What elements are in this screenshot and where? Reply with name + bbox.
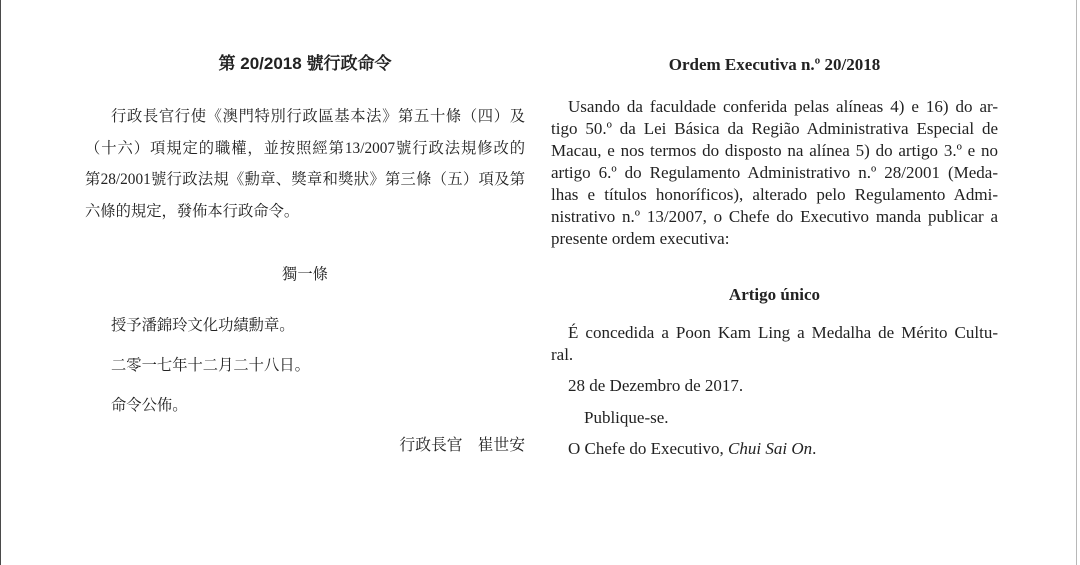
portuguese-signature-name: Chui Sai On: [728, 439, 813, 458]
portuguese-preamble-line: lhas e títulos honoríficos), alterado pelo Regulamento Admi-: [551, 185, 998, 204]
portuguese-order-title: Ordem Executiva n.º 20/2018: [668, 55, 881, 74]
portuguese-preamble-line: nistrativo n.º 13/2007, o Chefe do Executivo manda publicar a: [551, 207, 998, 226]
portuguese-article-line: ral.: [551, 345, 574, 364]
portuguese-article-heading: Artigo único: [728, 285, 821, 304]
chinese-clause-award: 授予潘錦玲文化功績勳章。: [111, 317, 295, 334]
portuguese-article-line: É concedida a Poon Kam Ling a Medalha de Mérito Cultu-: [568, 323, 998, 342]
portuguese-signature-end: .: [812, 439, 817, 458]
portuguese-signature-office: O Chefe do Executivo,: [568, 439, 729, 458]
chinese-column: [85, 0, 525, 565]
right-page-edge: [1076, 0, 1077, 565]
portuguese-preamble-line: artigo 6.º do Regulamento Administrativo n.º 28/2001 (Meda-: [551, 163, 998, 182]
portuguese-signature: [551, 438, 998, 460]
chinese-preamble: [85, 101, 525, 227]
chinese-preamble-line: 行政長官行使《澳門特別行政區基本法》第五十條（四）及: [111, 108, 525, 125]
portuguese-preamble-line: tigo 50.º da Lei Básica da Região Administrativa Especial de: [551, 119, 998, 138]
chinese-clause-promulgation: 命令公佈。: [111, 397, 188, 414]
chinese-signature-office: 行政長官: [399, 437, 463, 454]
portuguese-date: 28 de Dezembro de 2017.: [568, 376, 744, 395]
portuguese-preamble-line: presente ordem executiva:: [551, 229, 730, 248]
chinese-preamble-line: 六條的規定，發佈本行政命令。: [85, 202, 300, 220]
chinese-clause-date: 二零一七年十二月二十八日。: [111, 357, 310, 374]
portuguese-column: [551, 0, 998, 565]
chinese-preamble-line: 第28/2001號行政法規《勳章、獎章和獎狀》第三條（五）項及第: [85, 171, 525, 188]
left-page-edge: [0, 0, 1, 565]
chinese-article-heading: 獨一條: [282, 266, 328, 283]
chinese-signature: [85, 435, 525, 457]
portuguese-preamble: [551, 96, 998, 250]
chinese-preamble-line: （十六）項規定的職權，並按照經第13/2007號行政法規修改的: [85, 139, 525, 157]
portuguese-preamble-line: Usando da faculdade conferida pelas alíneas 4) e 16) do ar-: [568, 97, 998, 116]
portuguese-publish: Publique-se.: [584, 408, 669, 427]
chinese-order-title: 第 20/2018 號行政命令: [218, 54, 392, 73]
portuguese-preamble-line: Macau, e nos termos do disposto na alínea 5) do artigo 3.º e no: [551, 141, 998, 160]
chinese-signature-name: 崔世安: [477, 437, 525, 454]
portuguese-article-text: [551, 322, 998, 366]
